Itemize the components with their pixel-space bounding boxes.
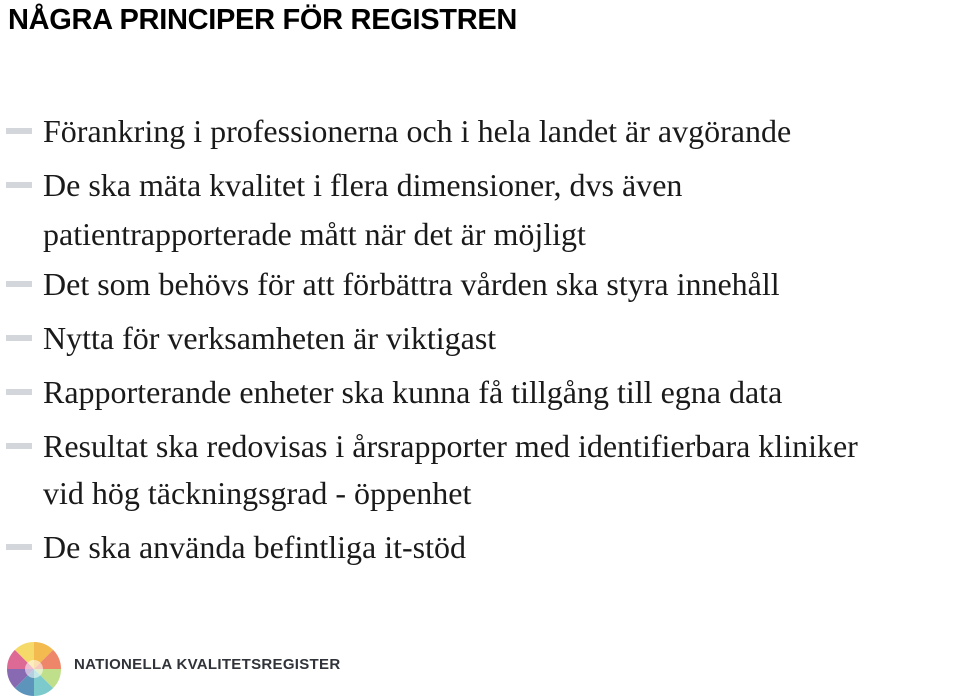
nationella-kvalitetsregister-logo-icon xyxy=(6,641,62,697)
bullet-text-line: Förankring i professionerna och i hela landet är avgörande xyxy=(43,113,792,149)
bullet-text-line: Nytta för verksamheten är viktigast xyxy=(43,320,497,356)
bullet-text-line: vid hög täckningsgrad - öppenhet xyxy=(43,475,472,511)
slide-title: NÅGRA PRINCIPER FÖR REGISTREN xyxy=(8,4,518,36)
bullet-dash-icon xyxy=(6,544,32,550)
bullet-text-line: patientrapporterade mått när det är möjligt xyxy=(43,216,586,252)
bullet-dash-icon xyxy=(6,182,32,188)
bullet-dash-icon xyxy=(6,443,32,449)
bullet-dash-icon xyxy=(6,128,32,134)
bullet-text-line: Resultat ska redovisas i årsrapporter med identifierbara kliniker xyxy=(43,428,858,464)
bullet-dash-icon xyxy=(6,335,32,341)
bullet-dash-icon xyxy=(6,281,32,287)
bullet-dash-icon xyxy=(6,389,32,395)
bullet-text-line: De ska använda befintliga it-stöd xyxy=(43,529,466,565)
footer-brand: NATIONELLA KVALITETSREGISTER xyxy=(74,656,341,673)
bullet-text-line: Det som behövs för att förbättra vården ska styra innehåll xyxy=(43,266,780,302)
bullet-text-line: De ska mäta kvalitet i flera dimensioner, dvs även xyxy=(43,167,683,203)
bullet-text-line: Rapporterande enheter ska kunna få tillgång till egna data xyxy=(43,374,783,410)
